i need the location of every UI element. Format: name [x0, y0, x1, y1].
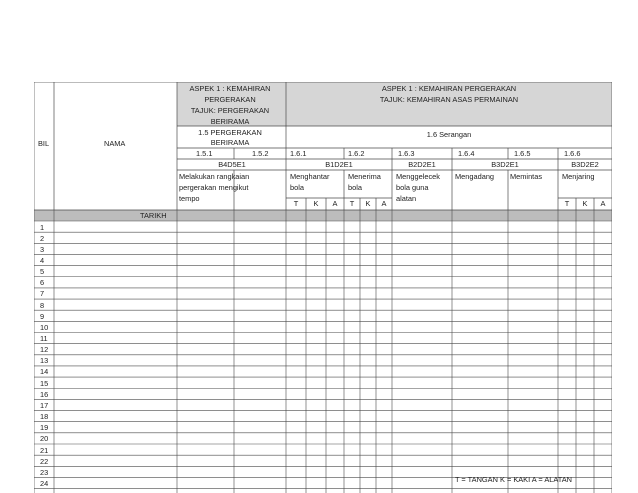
row-number: 11	[40, 334, 48, 343]
tarikh-label: TARIKH	[140, 211, 167, 220]
tka-k-3: K	[582, 199, 588, 208]
skill-3-line1: Menerima	[348, 172, 381, 181]
sub-1-6: 1.6 Serangan	[426, 130, 472, 139]
row-number: 21	[40, 445, 49, 455]
skill-2-line2: bola	[290, 183, 304, 192]
row-number: 19	[40, 423, 49, 433]
code-1-6-1: 1.6.1	[290, 149, 307, 158]
tka-t-3: T	[564, 199, 570, 208]
row-number: 24	[40, 478, 49, 488]
code-1-5-1: 1.5.1	[196, 149, 213, 158]
band-b3d2e2: B3D2E2	[571, 160, 599, 169]
row-number: 4	[40, 255, 45, 265]
aspek2-line1: ASPEK 1 : KEMAHIRAN PERGERAKAN	[381, 84, 517, 93]
aspek1-line2: PERGERAKAN	[204, 95, 256, 104]
bil-header: BIL	[38, 139, 50, 148]
legend-text: T = TANGAN K = KAKI A = ALATAN	[455, 475, 572, 484]
row-number: 15	[40, 378, 49, 388]
aspek2-line2: TAJUK: KEMAHIRAN ASAS PERMAINAN	[379, 95, 519, 104]
skill-6: Memintas	[510, 172, 543, 181]
row-number: 1	[40, 222, 45, 232]
row-number: 20	[40, 434, 49, 444]
skill-2-line1: Menghantar	[290, 172, 330, 181]
band-b1d2e1: B1D2E1	[325, 160, 353, 169]
row-number: 14	[40, 367, 49, 377]
aspek1-line1: ASPEK 1 : KEMAHIRAN	[189, 84, 271, 93]
skill-3-line2: bola	[348, 183, 362, 192]
row-number: 6	[40, 278, 45, 288]
skill-4-line1: Menggelecek	[396, 172, 440, 181]
tka-a-3: A	[600, 199, 606, 208]
row-number: 12	[40, 345, 49, 355]
row-number: 10	[40, 322, 49, 332]
aspek1-line3: TAJUK: PERGERAKAN	[190, 106, 270, 115]
code-1-6-4: 1.6.4	[458, 149, 475, 158]
row-number: 5	[40, 267, 45, 277]
row-number: 18	[40, 412, 49, 422]
tka-t-2: T	[349, 199, 355, 208]
skill-7: Menjaring	[562, 172, 595, 181]
skill-4-line3: alatan	[396, 194, 417, 203]
tka-a-2: A	[381, 199, 387, 208]
tka-k-2: K	[365, 199, 371, 208]
row-number: 8	[40, 300, 45, 310]
row-number: 23	[40, 467, 49, 477]
skill-1-line1: Melakukan rangkaian	[179, 172, 250, 181]
band-b3d2e1: B3D2E1	[491, 160, 519, 169]
assessment-sheet	[34, 82, 612, 493]
code-1-5-2: 1.5.2	[252, 149, 269, 158]
sub-1-5-line2: BERIRAMA	[210, 138, 250, 147]
row-number: 7	[40, 289, 45, 299]
skill-4-line2: bola guna	[396, 183, 429, 192]
row-number: 16	[40, 389, 49, 399]
code-1-6-3: 1.6.3	[398, 149, 415, 158]
skill-1-line3: tempo	[179, 194, 200, 203]
nama-header: NAMA	[104, 139, 126, 148]
aspek1-line4: BERIRAMA	[210, 117, 250, 126]
row-number: 2	[40, 233, 45, 243]
tka-t-1: T	[293, 199, 299, 208]
code-1-6-6: 1.6.6	[564, 149, 581, 158]
tka-a-1: A	[332, 199, 338, 208]
code-1-6-5: 1.6.5	[514, 149, 531, 158]
skill-1-line2: pergerakan mengikut	[179, 183, 249, 192]
row-number: 22	[40, 456, 49, 466]
band-b4d5e1: B4D5E1	[218, 160, 246, 169]
sub-1-5-line1: 1.5 PERGERAKAN	[198, 128, 262, 137]
skill-5: Mengadang	[455, 172, 495, 181]
code-1-6-2: 1.6.2	[348, 149, 365, 158]
row-number: 9	[40, 311, 45, 321]
row-number: 17	[40, 400, 49, 410]
row-number: 3	[40, 244, 45, 254]
band-b2d2e1: B2D2E1	[408, 160, 436, 169]
tka-k-1: K	[313, 199, 319, 208]
row-number: 13	[40, 356, 49, 366]
